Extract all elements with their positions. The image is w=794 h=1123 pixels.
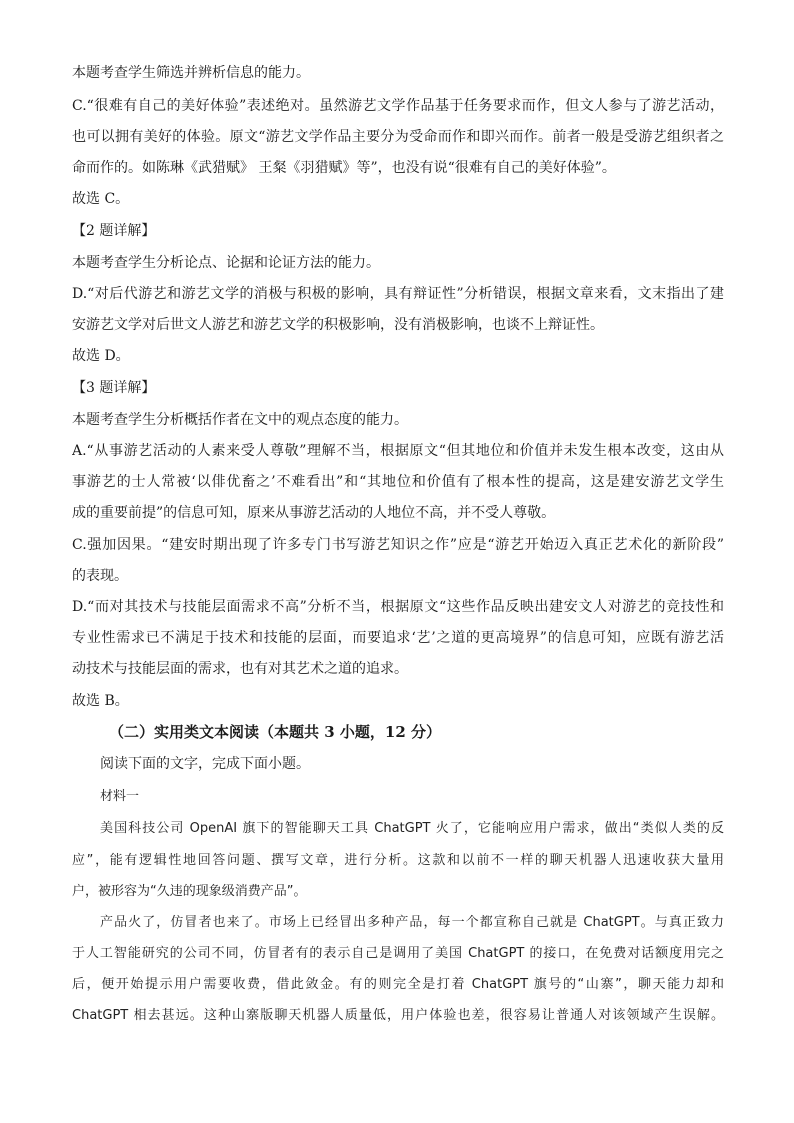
material-line: 应”，能有逻辑性地回答问题、撰写文章，进行分析。这款和以前不一样的聊天机器人迅速收获大量用 <box>72 853 724 868</box>
text-line: C.“很难有自己的美好体验”表述绝对。虽然游艺文学作品基于任务要求而作，但文人参与了游艺活动， <box>72 98 724 114</box>
text-line: 事游艺的士人常被‘以俳优畜之’不难看出”和“其地位和价值有了根本性的提高，这是建安游艺文学生 <box>72 474 724 490</box>
text-line: 故选 B。 <box>72 693 129 709</box>
text-line: A.“从事游艺活动的人素来受人尊敬”理解不当，根据原文“但其地位和价值并未发生根本改变，这由从 <box>72 443 724 459</box>
material-line: 后，便开始提示用户需要收费，借此敛金。有的则完全是打着 ChatGPT 旗号的“山寨”，聊天能力却和 <box>72 977 724 992</box>
section-label: 【3 题详解】 <box>72 380 156 396</box>
material-line: 美国科技公司 OpenAI 旗下的智能聊天工具 ChatGPT 火了，它能响应用户需求，做出“类似人类的反 <box>100 821 724 836</box>
text-line: C.强加因果。“建安时期出现了许多专门书写游艺知识之作”应是“游艺开始迈入真正艺术化的新阶段” <box>72 537 724 553</box>
text-line: 本题考查学生分析论点、论据和论证方法的能力。 <box>72 255 380 271</box>
text-line: 动技术与技能层面的需求，也有对其艺术之道的追求。 <box>72 661 408 677</box>
text-line: 成的重要前提”的信息可知，原来从事游艺活动的人地位不高，并不受人尊敬。 <box>72 505 556 521</box>
text-line: 命而作的。如陈琳《武猎赋》 王粲《羽猎赋》等”，也没有说“很难有自己的美好体验”。 <box>72 160 616 176</box>
text-line: D.“而对其技术与技能层面需求不高”分析不当，根据原文“这些作品反映出建安文人对游艺的竞技性和 <box>72 599 724 615</box>
material-line: 于人工智能研究的公司不同，仿冒者有的表示自己是调用了美国 ChatGPT 的接口，在免费对话额度用完之 <box>72 946 724 961</box>
text-line: 也可以拥有美好的体验。原文“游艺文学作品主要分为受命而作和即兴而作。前者一般是受游艺组织者之 <box>72 129 724 145</box>
text-line: 安游艺文学对后世文人游艺和游艺文学的积极影响，没有消极影响，也谈不上辩证性。 <box>72 317 604 333</box>
instruction-text: 阅读下面的文字，完成下面小题。 <box>100 756 310 772</box>
section-heading: （二）实用类文本阅读（本题共 3 小题，12 分） <box>109 723 441 741</box>
text-line: 本题考查学生筛选并辨析信息的能力。 <box>72 65 310 81</box>
text-line: 专业性需求已不满足于技术和技能的层面，而要追求‘艺’之道的更高境界”的信息可知，应既有游艺活 <box>72 630 724 646</box>
text-line: 本题考查学生分析概括作者在文中的观点态度的能力。 <box>72 412 408 428</box>
material-line: ChatGPT 相去甚远。这种山寨版聊天机器人质量低，用户体验也差，很容易让普通人对该领域产生误解。 <box>72 1008 724 1023</box>
section-label: 【2 题详解】 <box>72 223 156 239</box>
text-line: 故选 D。 <box>72 348 130 364</box>
material-line: 户，被形容为“久违的现象级消费产品”。 <box>72 884 307 899</box>
material-label: 材料一 <box>100 789 140 804</box>
text-line: D.“对后代游艺和游艺文学的消极与积极的影响，具有辩证性”分析错误，根据文章来看，文末指出了建 <box>72 286 724 302</box>
text-line: 的表现。 <box>72 568 128 584</box>
text-line: 故选 C。 <box>72 191 130 207</box>
material-line: 产品火了，仿冒者也来了。市场上已经冒出多种产品，每一个都宣称自己就是 ChatGPT。与真正致力 <box>100 915 724 930</box>
